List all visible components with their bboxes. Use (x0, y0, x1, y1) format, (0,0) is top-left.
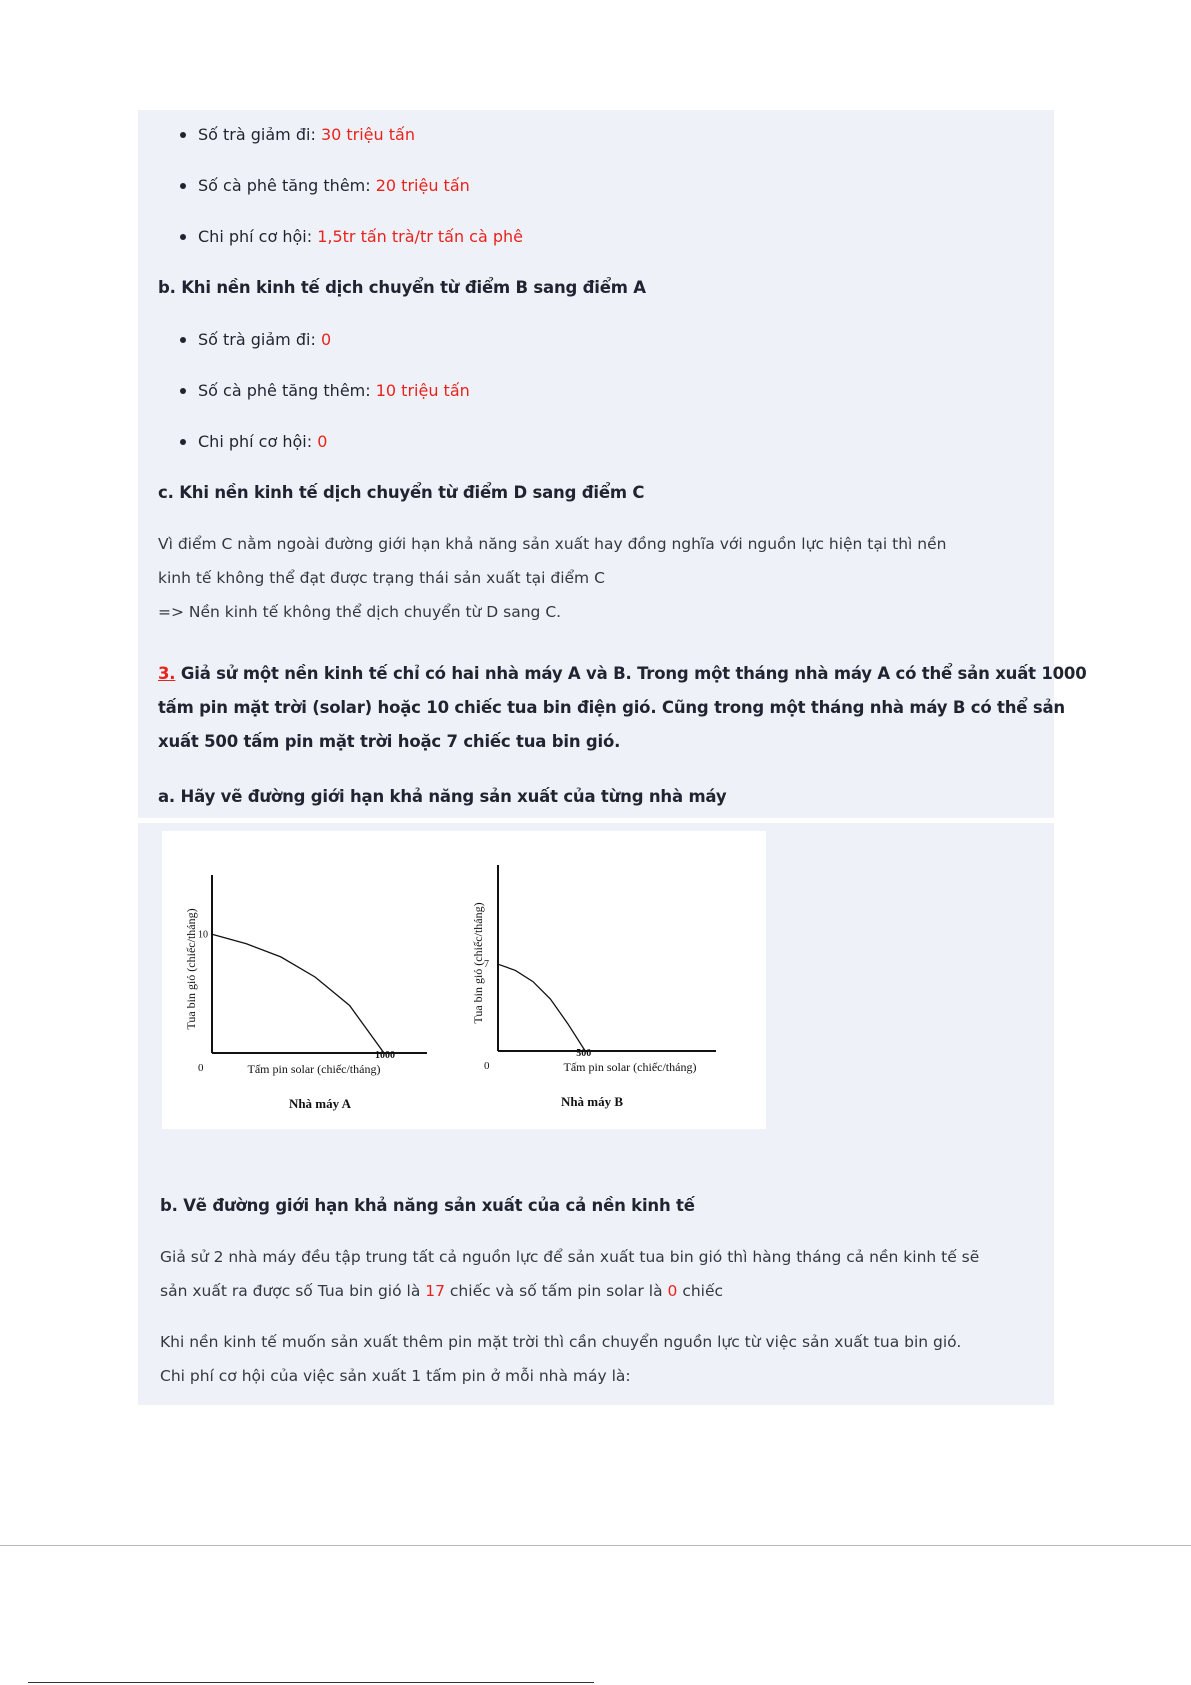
x-tick-label-a: 1000 (375, 1050, 395, 1061)
paragraph-2 (160, 1325, 1050, 1393)
y-axis-label-b: Tua bin gió (chiếc/tháng) (471, 902, 485, 1024)
x-axis-label-a: Tấm pin solar (chiếc/tháng) (247, 1062, 381, 1076)
ppf-charts (162, 831, 766, 1129)
paragraph-line: Giả sử 2 nhà máy đều tập trung tất cả nguồn lực để sản xuất tua bin gió thì hàng tháng cả nền kinh tế sẽ (160, 1248, 980, 1266)
ppf-curve-a (212, 934, 384, 1053)
footnote-rule (28, 1682, 594, 1683)
heading-b: b. Khi nền kinh tế dịch chuyển từ điểm B sang điểm A (158, 278, 646, 297)
content-panel-top (138, 110, 1087, 818)
paragraph-line: Khi nền kinh tế muốn sản xuất thêm pin mặt trời thì cần chuyển nguồn lực từ việc sản xuất tua bin gió. (160, 1333, 962, 1351)
chart-title-b: Nhà máy B (560, 1094, 624, 1109)
bullet-dot (180, 183, 186, 189)
bullet-dot (180, 337, 186, 343)
chart-title-a: Nhà máy A (288, 1096, 352, 1111)
content-panel-bottom (138, 823, 1054, 1405)
x-tick-label-b: 500 (576, 1048, 592, 1059)
list-item (198, 226, 523, 248)
bullet-label: Số trà giảm đi: (198, 125, 321, 144)
paragraph-conclusion: => Nền kinh tế không thể dịch chuyển từ D sang C. (158, 603, 562, 621)
turbine-count: 17 (425, 1282, 445, 1300)
bullet-label: Chi phí cơ hội: (198, 432, 318, 451)
paragraph-line: Chi phí cơ hội của việc sản xuất 1 tấm pin ở mỗi nhà máy là: (160, 1367, 631, 1385)
paragraph-line: kinh tế không thể đạt được trạng thái sản xuất tại điểm C (158, 569, 605, 587)
question-3 (158, 657, 1086, 759)
list-item (198, 431, 327, 453)
text-run: chiếc (677, 1282, 724, 1300)
paragraph-1 (160, 1240, 1050, 1308)
bullet-label: Chi phí cơ hội: (198, 227, 318, 246)
paragraph-line: Vì điểm C nằm ngoài đường giới hạn khả năng sản xuất hay đồng nghĩa với nguồn lực hiện tại thì nền (158, 535, 947, 553)
list-item (198, 124, 415, 146)
ppf-figure (162, 831, 766, 1129)
list-item (198, 329, 331, 351)
bullet-value: 30 triệu tấn (320, 125, 415, 144)
y-tick-label-a: 10 (198, 929, 208, 941)
x-axis-label-b: Tấm pin solar (chiếc/tháng) (563, 1060, 697, 1074)
question-line: xuất 500 tấm pin mặt trời hoặc 7 chiếc tua bin gió. (158, 732, 621, 751)
text-run: sản xuất ra được số Tua bin gió là (160, 1282, 426, 1300)
bullet-value: 0 (317, 432, 328, 451)
y-axis-label-a: Tua bin gió (chiếc/tháng) (184, 908, 198, 1030)
bullet-label: Số trà giảm đi: (198, 330, 321, 349)
bullet-value: 10 triệu tấn (375, 381, 470, 400)
question-number: 3. (158, 664, 176, 683)
heading-b2: b. Vẽ đường giới hạn khả năng sản xuất của cả nền kinh tế (160, 1196, 695, 1215)
bullet-value: 20 triệu tấn (375, 176, 470, 195)
question-line: Giả sử một nền kinh tế chỉ có hai nhà máy A và B. Trong một tháng nhà máy A có thể sản xuất 1000 (175, 664, 1087, 683)
origin-label-a: 0 (198, 1062, 204, 1074)
panel-count: 0 (667, 1282, 678, 1300)
bullet-dot (180, 439, 186, 445)
bullet-dot (180, 388, 186, 394)
heading-c: c. Khi nền kinh tế dịch chuyển từ điểm D sang điểm C (158, 483, 645, 502)
ppf-curve-b (498, 964, 585, 1051)
bullet-label: Số cà phê tăng thêm: (198, 176, 376, 195)
bullet-value: 0 (320, 330, 332, 349)
text-run: chiếc và số tấm pin solar là (444, 1282, 668, 1300)
origin-label-b: 0 (484, 1060, 490, 1072)
heading-a: a. Hãy vẽ đường giới hạn khả năng sản xuất của từng nhà máy (158, 787, 727, 806)
list-item (198, 175, 470, 197)
bullet-dot (180, 234, 186, 240)
list-item (198, 380, 470, 402)
bullet-label: Số cà phê tăng thêm: (198, 381, 376, 400)
y-tick-label-b: 7 (484, 959, 489, 971)
question-line: tấm pin mặt trời (solar) hoặc 10 chiếc tua bin điện gió. Cũng trong một tháng nhà máy B có thể sản (158, 698, 1065, 717)
paragraph-c (158, 527, 1048, 595)
bullet-dot (180, 132, 186, 138)
page-divider (0, 1545, 1191, 1546)
paragraph-line (160, 1274, 1050, 1308)
bullet-value: 1,5tr tấn trà/tr tấn cà phê (317, 227, 524, 246)
